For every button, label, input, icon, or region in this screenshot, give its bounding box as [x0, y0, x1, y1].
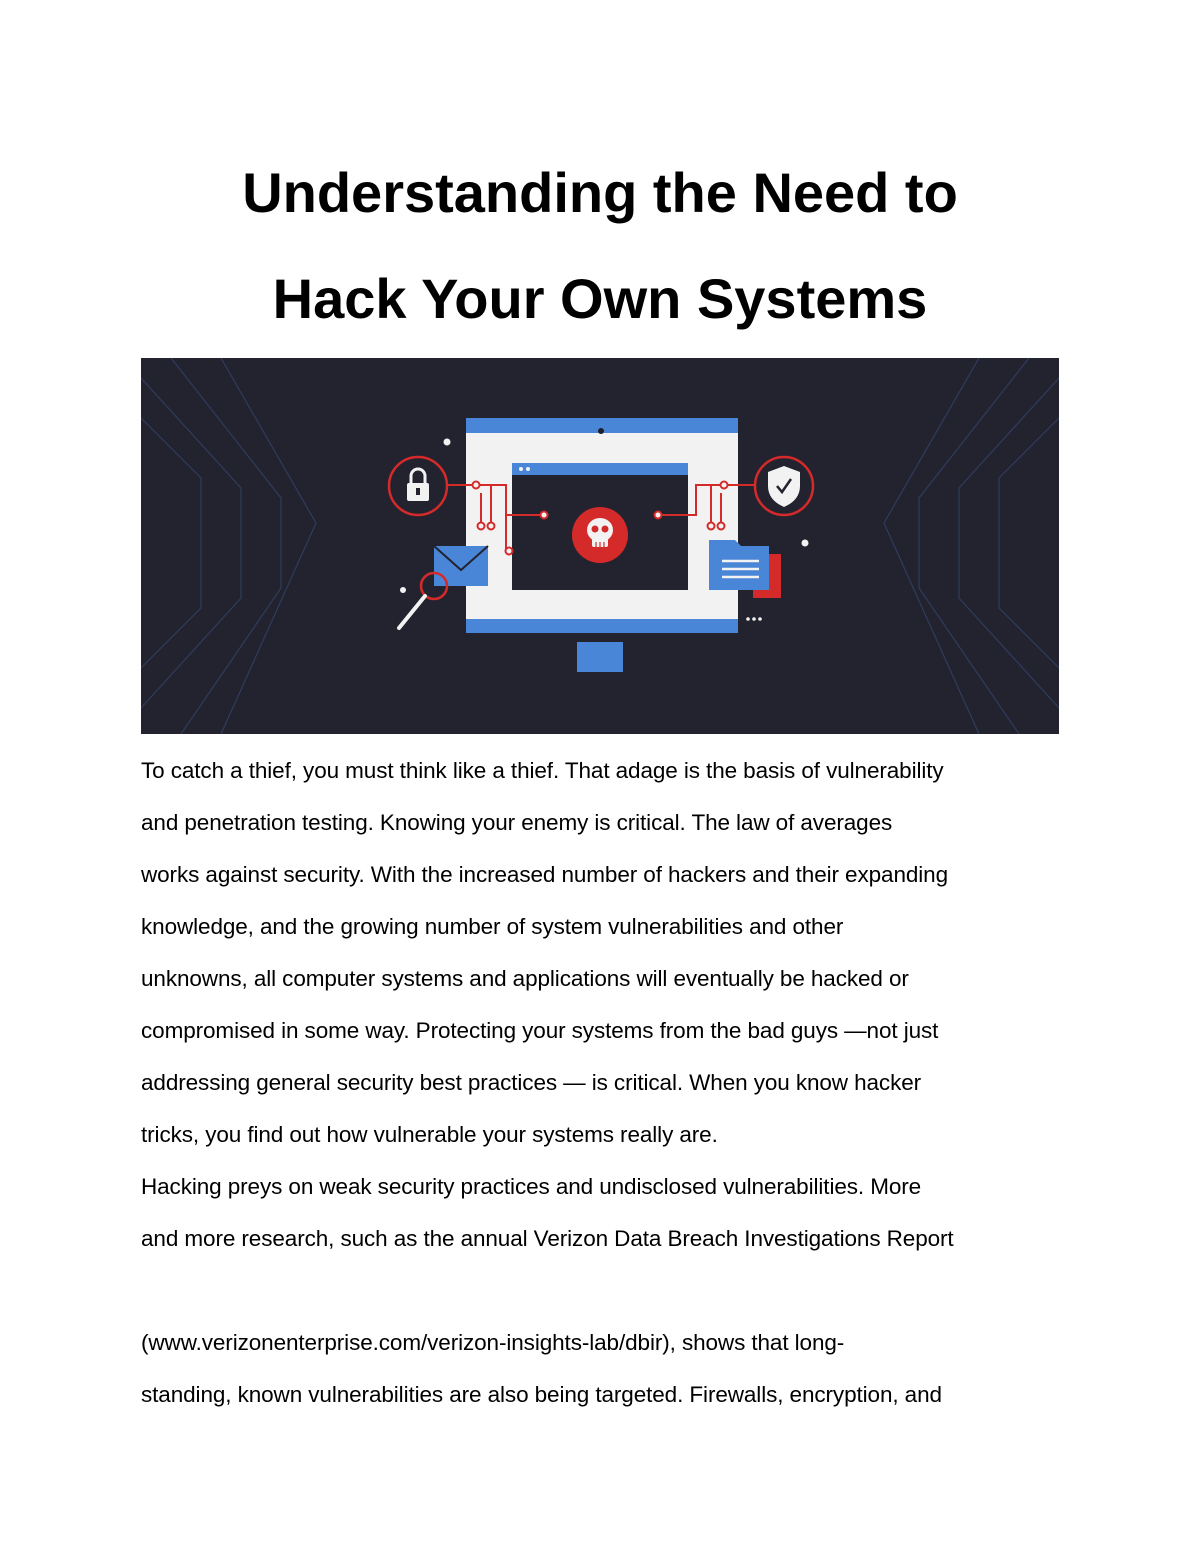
paragraph-2: [141, 1161, 1071, 1265]
shield-check-icon: [755, 457, 813, 515]
text-line: and penetration testing. Knowing your enemy is critical. The law of averages: [141, 810, 893, 835]
text-line: standing, known vulnerabilities are also being targeted. Firewalls, encryption, and: [141, 1382, 942, 1407]
document-icon: [709, 540, 781, 598]
envelope-icon: [434, 546, 488, 586]
text-line: and more research, such as the annual Verizon Data Breach Investigations Report: [141, 1226, 954, 1251]
title-line-1: Understanding the Need to: [242, 161, 958, 224]
paragraph-spacer: [141, 1265, 1071, 1317]
skull-icon: [572, 507, 628, 563]
lock-icon: [389, 457, 447, 515]
page-title: [0, 140, 1200, 352]
hero-illustration: [141, 358, 1059, 734]
text-line: compromised in some way. Protecting your systems from the bad guys —not just: [141, 1018, 939, 1043]
text-line: (www.verizonenterprise.com/verizon-insights-lab/dbir), shows that long-: [141, 1330, 845, 1355]
text-line: Hacking preys on weak security practices and undisclosed vulnerabilities. More: [141, 1174, 922, 1199]
text-line: To catch a thief, you must think like a thief. That adage is the basis of vulnerability: [141, 758, 944, 783]
text-line: works against security. With the increased number of hackers and their expanding: [141, 862, 948, 887]
text-line: knowledge, and the growing number of system vulnerabilities and other: [141, 914, 844, 939]
article-body: [141, 745, 1071, 1421]
paragraph-3: [141, 1317, 1071, 1421]
text-line: addressing general security best practices — is critical. When you know hacker: [141, 1070, 922, 1095]
text-line: tricks, you find out how vulnerable your systems really are.: [141, 1122, 718, 1147]
paragraph-1: [141, 745, 1071, 1161]
title-line-2: Hack Your Own Systems: [272, 267, 928, 330]
text-line: unknowns, all computer systems and applications will eventually be hacked or: [141, 966, 909, 991]
